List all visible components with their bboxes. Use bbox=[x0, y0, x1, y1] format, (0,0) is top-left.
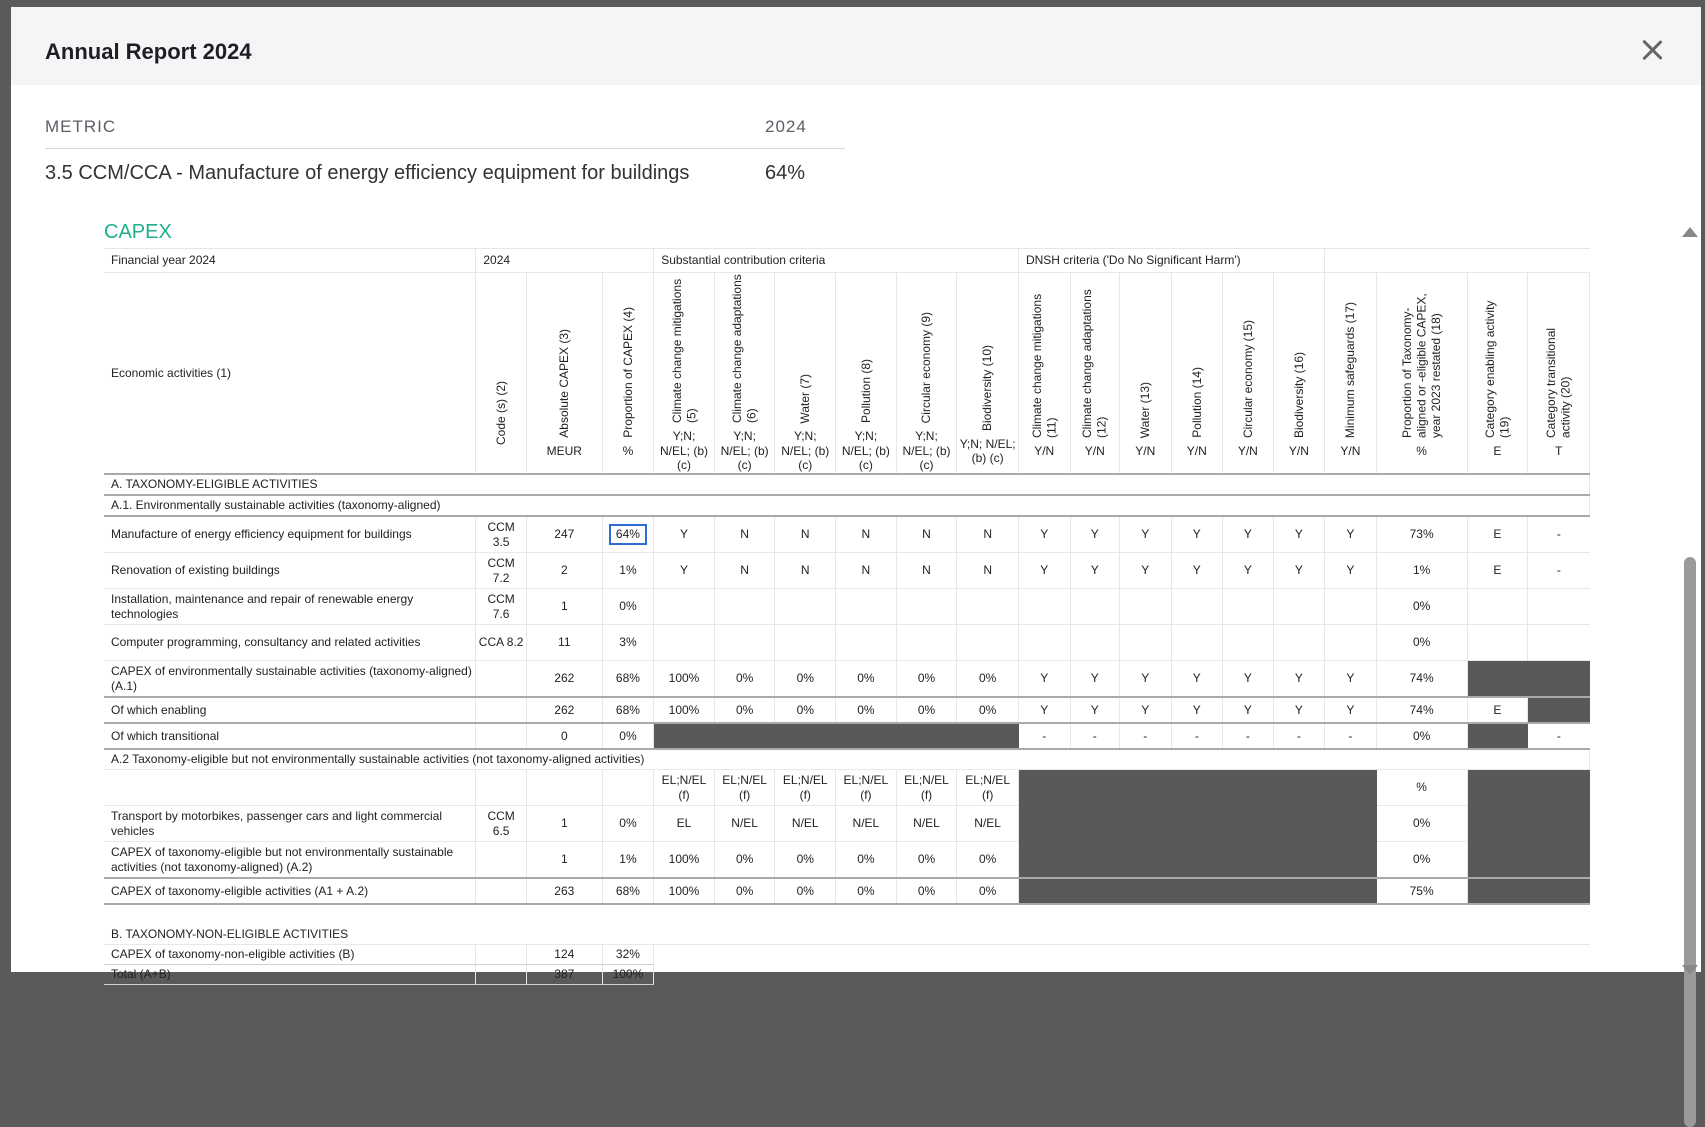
substantial-contribution-cell: 0% bbox=[714, 878, 775, 904]
substantial-contribution-cell: N bbox=[896, 516, 957, 553]
substantial-contribution-cell: N/EL bbox=[836, 806, 897, 842]
proportion-2023-cell: 0% bbox=[1376, 723, 1467, 749]
substantial-contribution-cell bbox=[654, 625, 715, 661]
column-header bbox=[896, 273, 957, 475]
absolute-capex: 1 bbox=[526, 589, 602, 625]
column-header bbox=[654, 273, 715, 475]
modal-header bbox=[11, 7, 1701, 85]
column-header-label: Pollution (8) bbox=[858, 359, 873, 424]
dnsh-cell: Y bbox=[1273, 553, 1325, 589]
column-header bbox=[1528, 273, 1590, 475]
capex-title: CAPEX bbox=[104, 221, 172, 243]
a2-sc-unit: EL;N/EL (f) bbox=[654, 770, 715, 806]
activity-name: Renovation of existing buildings bbox=[104, 553, 476, 589]
column-unit: Y/N bbox=[1288, 443, 1309, 458]
capex-table bbox=[104, 248, 1590, 985]
dnsh-cell bbox=[1120, 589, 1172, 625]
column-unit: Y/N bbox=[1340, 443, 1361, 458]
shaded-cell bbox=[1018, 806, 1376, 842]
column-header-label: Code (s) (2) bbox=[493, 380, 508, 445]
enabling-cell: E bbox=[1467, 553, 1528, 589]
table-row bbox=[104, 474, 1590, 495]
substantial-contribution-cell bbox=[896, 625, 957, 661]
a2-sc-unit: EL;N/EL (f) bbox=[957, 770, 1019, 806]
enabling-cell: E bbox=[1467, 516, 1528, 553]
substantial-criteria-header: Substantial contribution criteria bbox=[654, 249, 1019, 273]
column-header bbox=[476, 273, 527, 475]
enabling-cell bbox=[1467, 625, 1528, 661]
enabling-cell bbox=[1467, 589, 1528, 625]
minimum-safeguards-cell bbox=[1325, 625, 1377, 661]
column-header-label: Water (13) bbox=[1138, 381, 1153, 438]
proportion-capex: 0% bbox=[602, 589, 654, 625]
dnsh-cell bbox=[1273, 589, 1325, 625]
column-header bbox=[1467, 273, 1528, 475]
substantial-contribution-cell: N bbox=[957, 553, 1019, 589]
enabling-cell: E bbox=[1467, 697, 1528, 723]
empty-cell bbox=[476, 770, 527, 806]
shaded-cell bbox=[1467, 723, 1528, 749]
transitional-cell bbox=[1528, 625, 1590, 661]
substantial-contribution-cell: 0% bbox=[957, 661, 1019, 698]
column-unit: Y/N bbox=[1237, 443, 1258, 458]
absolute-capex: 2 bbox=[526, 553, 602, 589]
table-row bbox=[104, 878, 1590, 904]
proportion-capex: 0% bbox=[602, 806, 654, 842]
column-header-label: Minimum safeguards (17) bbox=[1343, 301, 1358, 438]
substantial-contribution-cell: 0% bbox=[714, 697, 775, 723]
column-unit: T bbox=[1554, 443, 1563, 458]
dnsh-cell bbox=[1018, 625, 1070, 661]
substantial-contribution-cell: 0% bbox=[896, 842, 957, 879]
shaded-cell bbox=[1467, 806, 1589, 842]
substantial-contribution-cell: 100% bbox=[654, 697, 715, 723]
financial-year-header: Financial year 2024 bbox=[104, 249, 476, 273]
proportion-capex: 68% bbox=[602, 697, 654, 723]
proportion-2023-cell: 0% bbox=[1376, 806, 1467, 842]
column-unit: % bbox=[1416, 443, 1427, 458]
dnsh-criteria-header: DNSH criteria ('Do No Significant Harm') bbox=[1018, 249, 1324, 273]
dnsh-cell: Y bbox=[1120, 697, 1172, 723]
activity-code: CCM 7.6 bbox=[476, 589, 527, 625]
column-unit: MEUR bbox=[546, 443, 582, 458]
absolute-capex: 387 bbox=[526, 965, 602, 985]
table-row bbox=[104, 806, 1590, 842]
proportion-2023-cell: 74% bbox=[1376, 697, 1467, 723]
a2-total-label: CAPEX of taxonomy-eligible but not environmentally sustainable activities (not taxonomy-aligned) (A.2) bbox=[104, 842, 476, 879]
dnsh-cell: Y bbox=[1120, 661, 1172, 698]
column-header bbox=[775, 273, 836, 475]
absolute-capex: 262 bbox=[526, 697, 602, 723]
a2-sc-unit: EL;N/EL (f) bbox=[836, 770, 897, 806]
column-header-label: Proportion of Taxonomy-aligned or -eligible CAPEX, year 2023 restated (18) bbox=[1400, 293, 1443, 438]
column-unit: E bbox=[1493, 443, 1502, 458]
shaded-cell bbox=[654, 723, 1019, 749]
shaded-cell bbox=[1528, 697, 1590, 723]
dnsh-cell bbox=[1070, 625, 1120, 661]
year-header: 2024 bbox=[765, 109, 845, 149]
column-header-label: Biodiversity (10) bbox=[980, 344, 995, 431]
column-unit: Y/N bbox=[1034, 443, 1055, 458]
table-row bbox=[104, 904, 1590, 925]
substantial-contribution-cell bbox=[654, 589, 715, 625]
a2-sc-unit: EL;N/EL (f) bbox=[775, 770, 836, 806]
column-unit: % bbox=[622, 443, 634, 458]
dnsh-cell: - bbox=[1018, 723, 1070, 749]
table-row bbox=[104, 723, 1590, 749]
table-row bbox=[104, 516, 1590, 553]
section-b-title: B. TAXONOMY-NON-ELIGIBLE ACTIVITIES bbox=[104, 925, 1590, 945]
column-header bbox=[602, 273, 654, 475]
absolute-capex: 1 bbox=[526, 842, 602, 879]
activity-code: CCM 6.5 bbox=[476, 806, 527, 842]
dnsh-cell bbox=[1070, 589, 1120, 625]
proportion-2023-cell: 74% bbox=[1376, 661, 1467, 698]
minimum-safeguards-cell bbox=[1325, 589, 1377, 625]
table-row bbox=[104, 925, 1590, 945]
dnsh-cell: Y bbox=[1171, 516, 1223, 553]
absolute-capex: 262 bbox=[526, 661, 602, 698]
column-header bbox=[1273, 273, 1325, 475]
dnsh-cell: Y bbox=[1273, 661, 1325, 698]
substantial-contribution-cell: N bbox=[775, 553, 836, 589]
dnsh-cell: Y bbox=[1171, 553, 1223, 589]
absolute-capex: 0 bbox=[526, 723, 602, 749]
metric-row-label: 3.5 CCM/CCA - Manufacture of energy efficiency equipment for buildings bbox=[45, 162, 690, 184]
proportion-capex: 100% bbox=[602, 965, 654, 985]
proportion-2023-cell: 0% bbox=[1376, 625, 1467, 661]
table-row bbox=[104, 945, 1590, 965]
substantial-contribution-cell: 0% bbox=[775, 661, 836, 698]
dnsh-cell: Y bbox=[1223, 516, 1274, 553]
column-header-label: Category transitional activity (20) bbox=[1544, 327, 1573, 438]
absolute-capex: 1 bbox=[526, 806, 602, 842]
column-header bbox=[836, 273, 897, 475]
dnsh-cell: Y bbox=[1120, 516, 1172, 553]
dnsh-cell bbox=[1120, 625, 1172, 661]
shaded-cell bbox=[1018, 842, 1376, 879]
shaded-cell bbox=[1467, 878, 1589, 904]
activity-name: Computer programming, consultancy and related activities bbox=[104, 625, 476, 661]
activity-name: Manufacture of energy efficiency equipment for buildings bbox=[104, 516, 476, 553]
empty-cell bbox=[104, 770, 476, 806]
substantial-contribution-cell: 0% bbox=[836, 661, 897, 698]
substantial-contribution-cell: 0% bbox=[896, 661, 957, 698]
dnsh-cell: Y bbox=[1018, 553, 1070, 589]
a2-p2023-unit: % bbox=[1376, 770, 1467, 806]
annual-report-modal bbox=[11, 7, 1701, 981]
proportion-2023-cell: 0% bbox=[1376, 589, 1467, 625]
column-header-label: Pollution (14) bbox=[1189, 367, 1204, 438]
proportion-capex: 0% bbox=[602, 723, 654, 749]
column-header-label: Category enabling activity (19) bbox=[1483, 300, 1512, 438]
proportion-2023-cell: 0% bbox=[1376, 842, 1467, 879]
absolute-capex: 124 bbox=[526, 945, 602, 965]
selected-proportion-cell[interactable]: 64% bbox=[609, 524, 647, 545]
shaded-cell bbox=[1018, 770, 1376, 806]
shaded-cell bbox=[1018, 878, 1376, 904]
substantial-contribution-cell bbox=[896, 589, 957, 625]
column-header bbox=[1325, 273, 1377, 475]
empty-code bbox=[476, 945, 527, 965]
proportion-capex: 1% bbox=[602, 553, 654, 589]
table-row bbox=[104, 589, 1590, 625]
table-row bbox=[104, 697, 1590, 723]
substantial-contribution-cell bbox=[836, 625, 897, 661]
column-header bbox=[526, 273, 602, 475]
substantial-contribution-cell bbox=[714, 625, 775, 661]
shaded-cell bbox=[1467, 842, 1589, 879]
section-b-row-label: Total (A+B) bbox=[104, 965, 476, 985]
dnsh-cell: Y bbox=[1171, 697, 1223, 723]
minimum-safeguards-cell: - bbox=[1325, 723, 1377, 749]
dnsh-cell: Y bbox=[1070, 661, 1120, 698]
empty-cell bbox=[602, 770, 654, 806]
substantial-contribution-cell: 100% bbox=[654, 842, 715, 879]
substantial-contribution-cell: N bbox=[836, 516, 897, 553]
substantial-contribution-cell: N bbox=[896, 553, 957, 589]
column-header bbox=[1171, 273, 1223, 475]
empty-code bbox=[476, 842, 527, 879]
dnsh-cell: Y bbox=[1273, 516, 1325, 553]
dnsh-cell bbox=[1171, 589, 1223, 625]
transitional-cell: - bbox=[1528, 723, 1590, 749]
dnsh-cell bbox=[1018, 589, 1070, 625]
column-header bbox=[1120, 273, 1172, 475]
dnsh-cell bbox=[1223, 625, 1274, 661]
minimum-safeguards-cell: Y bbox=[1325, 697, 1377, 723]
column-header bbox=[714, 273, 775, 475]
absolute-capex: 247 bbox=[526, 516, 602, 553]
substantial-contribution-cell: EL bbox=[654, 806, 715, 842]
proportion-capex: 68% bbox=[602, 661, 654, 698]
substantial-contribution-cell bbox=[836, 589, 897, 625]
transitional-row-label: Of which transitional bbox=[104, 723, 476, 749]
substantial-contribution-cell: 0% bbox=[957, 697, 1019, 723]
a-total-label: CAPEX of taxonomy-eligible activities (A1 + A.2) bbox=[104, 878, 476, 904]
substantial-contribution-cell: 0% bbox=[896, 697, 957, 723]
column-header-label: Absolute CAPEX (3) bbox=[557, 329, 572, 438]
column-unit: Y;N; N/EL; (b) (c) bbox=[902, 429, 951, 473]
spacer bbox=[104, 904, 1590, 925]
substantial-contribution-cell: 0% bbox=[714, 661, 775, 698]
table-row bbox=[104, 495, 1590, 516]
dnsh-cell: Y bbox=[1223, 661, 1274, 698]
dnsh-cell: Y bbox=[1223, 553, 1274, 589]
year-header-cell: 2024 bbox=[476, 249, 654, 273]
dnsh-cell: Y bbox=[1171, 661, 1223, 698]
substantial-contribution-cell: 0% bbox=[957, 878, 1019, 904]
column-header-label: Climate change mitigations (5) bbox=[669, 279, 699, 424]
substantial-contribution-cell: N bbox=[714, 553, 775, 589]
proportion-capex: 32% bbox=[602, 945, 654, 965]
proportion-2023-cell: 73% bbox=[1376, 516, 1467, 553]
substantial-contribution-cell: Y bbox=[654, 516, 715, 553]
substantial-contribution-cell: 0% bbox=[896, 878, 957, 904]
dnsh-cell: Y bbox=[1018, 661, 1070, 698]
substantial-contribution-cell: N bbox=[714, 516, 775, 553]
dnsh-cell: - bbox=[1171, 723, 1223, 749]
column-header-label: Circular economy (9) bbox=[919, 312, 934, 424]
dnsh-cell: Y bbox=[1070, 697, 1120, 723]
column-header-label: Climate change adaptations (12) bbox=[1080, 289, 1109, 438]
dnsh-cell: Y bbox=[1070, 516, 1120, 553]
a2-sc-unit: EL;N/EL (f) bbox=[714, 770, 775, 806]
dnsh-cell bbox=[1223, 589, 1274, 625]
substantial-contribution-cell: 0% bbox=[775, 878, 836, 904]
close-icon[interactable] bbox=[1639, 37, 1665, 63]
minimum-safeguards-cell: Y bbox=[1325, 553, 1377, 589]
absolute-capex: 263 bbox=[526, 878, 602, 904]
section-a1-title: A.1. Environmentally sustainable activities (taxonomy-aligned) bbox=[104, 495, 1590, 516]
dnsh-cell bbox=[1273, 625, 1325, 661]
table-row bbox=[104, 553, 1590, 589]
table-row bbox=[104, 770, 1590, 806]
substantial-contribution-cell: 0% bbox=[836, 697, 897, 723]
dnsh-cell bbox=[1171, 625, 1223, 661]
empty-code bbox=[476, 661, 527, 698]
substantial-contribution-cell: N/EL bbox=[896, 806, 957, 842]
column-header bbox=[1376, 273, 1467, 475]
dnsh-cell: Y bbox=[1120, 553, 1172, 589]
activity-code: CCM 3.5 bbox=[476, 516, 527, 553]
empty-header-cell bbox=[1325, 249, 1590, 273]
economic-activities-header: Economic activities (1) bbox=[104, 273, 476, 475]
transitional-cell: - bbox=[1528, 553, 1590, 589]
empty-code bbox=[476, 878, 527, 904]
substantial-contribution-cell: N/EL bbox=[957, 806, 1019, 842]
minimum-safeguards-cell: Y bbox=[1325, 516, 1377, 553]
substantial-contribution-cell bbox=[957, 625, 1019, 661]
substantial-contribution-cell: 0% bbox=[836, 842, 897, 879]
transitional-cell bbox=[1528, 589, 1590, 625]
column-unit: Y/N bbox=[1084, 443, 1105, 458]
modal-title: Annual Report 2024 bbox=[45, 39, 252, 64]
substantial-contribution-cell: N bbox=[957, 516, 1019, 553]
dnsh-cell: Y bbox=[1223, 697, 1274, 723]
substantial-contribution-cell: N/EL bbox=[714, 806, 775, 842]
proportion-capex[interactable] bbox=[602, 516, 654, 553]
dnsh-cell: - bbox=[1273, 723, 1325, 749]
column-unit: Y;N; N/EL; (b) (c) bbox=[959, 436, 1016, 465]
table-row bbox=[104, 249, 1590, 273]
column-header bbox=[1223, 273, 1274, 475]
shaded-cell bbox=[1467, 661, 1589, 698]
activity-code: CCM 7.2 bbox=[476, 553, 527, 589]
column-unit: Y/N bbox=[1135, 443, 1156, 458]
section-a2-title: A.2 Taxonomy-eligible but not environmentally sustainable activities (not taxonomy-aligned activities) bbox=[104, 749, 1590, 770]
column-header bbox=[1018, 273, 1070, 475]
column-unit: Y;N; N/EL; (b) (c) bbox=[781, 429, 830, 473]
table-row bbox=[104, 273, 1590, 475]
substantial-contribution-cell bbox=[957, 589, 1019, 625]
activity-code: CCA 8.2 bbox=[476, 625, 527, 661]
substantial-contribution-cell: 100% bbox=[654, 878, 715, 904]
metric-table bbox=[45, 109, 845, 198]
empty-code bbox=[476, 723, 527, 749]
scroll-down-icon[interactable] bbox=[1682, 965, 1698, 975]
column-header-label: Biodiversity (16) bbox=[1291, 351, 1306, 438]
scrollbar-thumb[interactable] bbox=[1684, 557, 1696, 1127]
substantial-contribution-cell bbox=[714, 589, 775, 625]
substantial-contribution-cell: 100% bbox=[654, 661, 715, 698]
column-header bbox=[1070, 273, 1120, 475]
absolute-capex: 11 bbox=[526, 625, 602, 661]
shaded-cell bbox=[1467, 770, 1589, 806]
column-header-label: Proportion of CAPEX (4) bbox=[620, 307, 635, 438]
activity-name: Installation, maintenance and repair of renewable energy technologies bbox=[104, 589, 476, 625]
empty-code bbox=[476, 965, 527, 985]
dnsh-cell: - bbox=[1120, 723, 1172, 749]
proportion-2023-cell: 1% bbox=[1376, 553, 1467, 589]
substantial-contribution-cell: 0% bbox=[714, 842, 775, 879]
table-row bbox=[104, 842, 1590, 879]
substantial-contribution-cell: N bbox=[775, 516, 836, 553]
dnsh-cell: Y bbox=[1018, 697, 1070, 723]
empty-code bbox=[476, 697, 527, 723]
enabling-row-label: Of which enabling bbox=[104, 697, 476, 723]
proportion-capex: 1% bbox=[602, 842, 654, 879]
dnsh-cell: Y bbox=[1018, 516, 1070, 553]
proportion-2023-cell: 75% bbox=[1376, 878, 1467, 904]
column-header-label: Water (7) bbox=[798, 373, 813, 424]
table-row bbox=[104, 661, 1590, 698]
section-b-row-label: CAPEX of taxonomy-non-eligible activities (B) bbox=[104, 945, 476, 965]
metric-row-value: 64% bbox=[765, 162, 806, 184]
activity-name: Transport by motorbikes, passenger cars and light commercial vehicles bbox=[104, 806, 476, 842]
substantial-contribution-cell: Y bbox=[654, 553, 715, 589]
a2-sc-unit: EL;N/EL (f) bbox=[896, 770, 957, 806]
column-header-label: Climate change mitigations (11) bbox=[1029, 293, 1059, 438]
dnsh-cell: - bbox=[1223, 723, 1274, 749]
a1-total-label: CAPEX of environmentally sustainable activities (taxonomy-aligned) (A.1) bbox=[104, 661, 476, 698]
proportion-capex: 3% bbox=[602, 625, 654, 661]
substantial-contribution-cell: 0% bbox=[836, 878, 897, 904]
dnsh-cell: - bbox=[1070, 723, 1120, 749]
empty-cell bbox=[526, 770, 602, 806]
table-row bbox=[104, 965, 1590, 985]
substantial-contribution-cell: 0% bbox=[957, 842, 1019, 879]
table-row bbox=[104, 749, 1590, 770]
substantial-contribution-cell: 0% bbox=[775, 697, 836, 723]
metric-header: METRIC bbox=[45, 109, 765, 149]
column-unit: Y;N; N/EL; (b) (c) bbox=[720, 429, 769, 473]
substantial-contribution-cell bbox=[775, 589, 836, 625]
column-unit: Y/N bbox=[1186, 443, 1207, 458]
proportion-capex: 68% bbox=[602, 878, 654, 904]
section-a-title: A. TAXONOMY-ELIGIBLE ACTIVITIES bbox=[104, 474, 1590, 495]
column-unit: Y;N; N/EL; (b) (c) bbox=[660, 429, 709, 473]
dnsh-cell: Y bbox=[1273, 697, 1325, 723]
column-header-label: Circular economy (15) bbox=[1240, 319, 1255, 438]
column-header bbox=[957, 273, 1019, 475]
transitional-cell: - bbox=[1528, 516, 1590, 553]
table-row bbox=[104, 625, 1590, 661]
substantial-contribution-cell: 0% bbox=[775, 842, 836, 879]
column-header-label: Climate change adaptations (6) bbox=[730, 274, 759, 424]
substantial-contribution-cell: N bbox=[836, 553, 897, 589]
dnsh-cell: Y bbox=[1070, 553, 1120, 589]
scrollbar[interactable] bbox=[1679, 227, 1701, 979]
substantial-contribution-cell bbox=[775, 625, 836, 661]
minimum-safeguards-cell: Y bbox=[1325, 661, 1377, 698]
scroll-up-icon[interactable] bbox=[1682, 227, 1698, 237]
substantial-contribution-cell: N/EL bbox=[775, 806, 836, 842]
column-unit: Y;N; N/EL; (b) (c) bbox=[841, 429, 890, 473]
